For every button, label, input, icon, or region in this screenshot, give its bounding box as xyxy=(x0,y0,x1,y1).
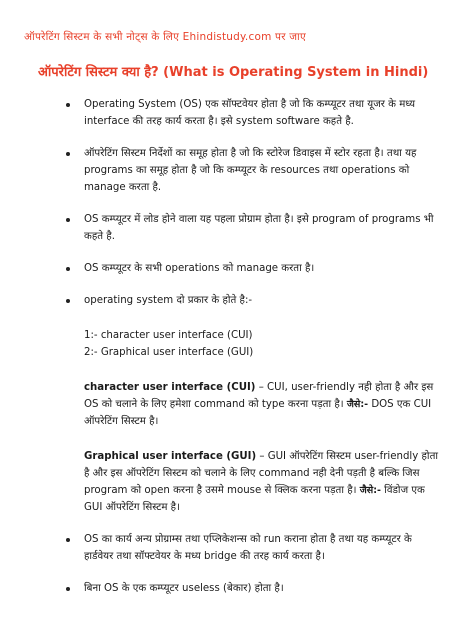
cui-text: – CUI, user-friendly नही होता है और इस OS को चलाने के लिए हमेशा command को type करना पड़ता है। xyxy=(84,382,434,410)
list-item: ऑपरेटिंग सिस्टम निर्देशों का समूह होता है जो कि स्टोरेज डिवाइस में स्टोर रहता है। तथा यह programs का समूह होता है जो कि कम्प्यूटर के resources तथा operations को manage करता है. xyxy=(56,145,442,196)
list-item: operating system दो प्रकार के होते है:- xyxy=(56,292,442,309)
gui-paragraph xyxy=(56,448,442,516)
cui-paragraph xyxy=(56,379,442,430)
gui-term: Graphical user interface (GUI) xyxy=(84,451,257,462)
cui-example-label: जैसे:- xyxy=(346,399,369,410)
os-types-list xyxy=(56,327,442,361)
cui-example: DOS एक CUI ऑपरेटिंग सिस्टम है। xyxy=(84,399,432,427)
document-body xyxy=(56,96,442,597)
gui-example-label: जैसे:- xyxy=(359,485,381,496)
list-item: OS कम्प्यूटर में लोड होने वाला यह पहला प्रोग्राम होता है। इसे program of programs भी कहते है. xyxy=(56,211,442,245)
list-item: बिना OS के एक कम्प्यूटर useless (बेकार) होता है। xyxy=(56,580,442,597)
gui-example: विंडोज एक GUI ऑपरेटिंग सिस्टम है। xyxy=(84,485,425,513)
page-title: ऑपरेटिंग सिस्टम क्या है? (What is Operating System in Hindi) xyxy=(38,65,429,80)
type-item-cui: 1:- character user interface (CUI) xyxy=(84,330,253,341)
list-item: OS कम्प्यूटर के सभी operations को manage करता है। xyxy=(56,260,442,277)
list-item: Operating System (OS) एक सॉफ्टवेयर होता है जो कि कम्प्यूटर तथा यूजर के मध्य interface की तरह कार्य करता है। इसे system software कहते है. xyxy=(56,96,442,130)
bullet-list-top xyxy=(56,96,442,309)
cui-term: character user interface (CUI) xyxy=(84,382,256,393)
type-item-gui: 2:- Graphical user interface (GUI) xyxy=(84,347,254,358)
list-item: OS का कार्य अन्य प्रोग्राम्स तथा एप्लिकेशन्स को run कराना होता है तथा यह कम्प्यूटर के हार्डवेयर तथा सॉफ्टवेयर के मध्य bridge की तरह कार्य करता है। xyxy=(56,531,442,565)
bullet-list-bottom xyxy=(56,531,442,597)
gui-text: – GUI ऑपरेटिंग सिस्टम user-friendly होता है और इस ऑपरेटिंग सिस्टम को चलाने के लिए command नही देनी पड़ती है बल्कि जिस program को open करना है उसमे mouse से क्लिक करना पड़ता है। xyxy=(84,451,439,496)
site-header-note: ऑपरेटिंग सिस्टम के सभी नोट्स के लिए Ehindistudy.com पर जाए xyxy=(24,31,306,43)
